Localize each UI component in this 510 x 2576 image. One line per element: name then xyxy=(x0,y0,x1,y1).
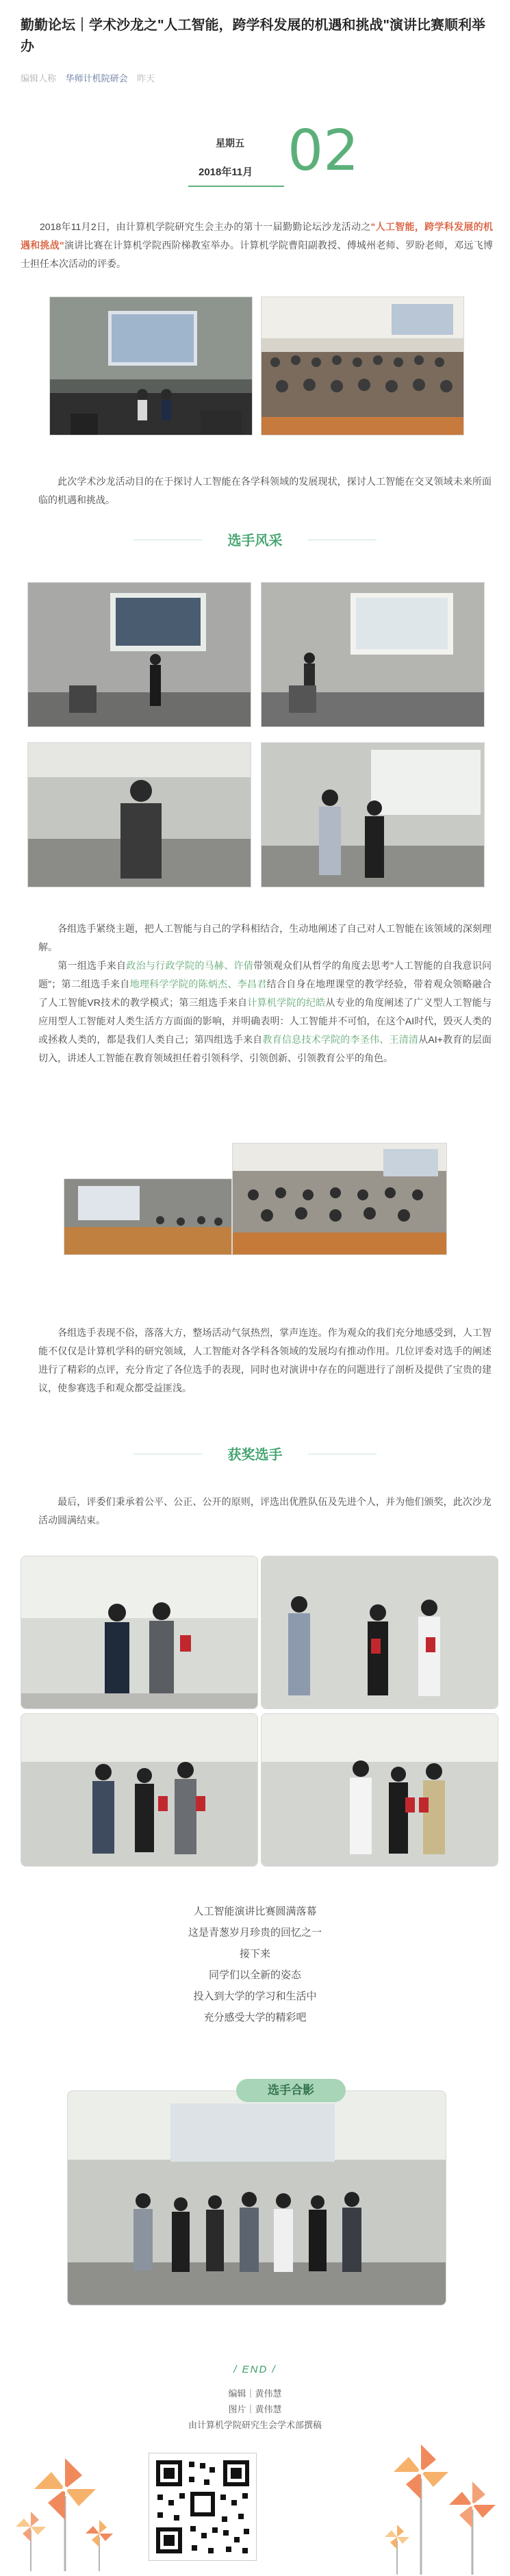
verse-line-3: 接下来 xyxy=(239,1948,270,1960)
groups-text-b: 带领观众们从哲学的角度去思考"人工智能的自我意识问题"；第二组选手来自 xyxy=(38,960,492,989)
winners-text: 最后，评委们秉承着公平、公正、公开的原则，评选出优胜队伍及先进个人，并为他们颁奖，此次沙龙活动圆满结束。 xyxy=(38,1496,492,1526)
contestant-photo-3[interactable] xyxy=(27,742,251,887)
contestants-intro-text: 各组选手紧绕主题，把人工智能与自己的学科相结合，生动地阐述了自己对人工智能在该领域的深刻理解。 xyxy=(38,923,492,952)
article-meta xyxy=(21,71,155,84)
pinwheel-left-icon xyxy=(14,2434,116,2571)
groups-text-a: 第一组选手来自 xyxy=(58,960,127,971)
credit-writer: 由计算机学院研究生会学术部撰稿 xyxy=(188,2420,322,2430)
section-title-winners: 获奖选手 xyxy=(227,1448,283,1463)
group2-names: 地理科学学院的陈炳杰、李昌君 xyxy=(129,978,267,989)
end-mark: / END / xyxy=(233,2364,277,2375)
winners-paragraph xyxy=(38,1493,492,1530)
verse-line-1: 人工智能演讲比赛圆满落幕 xyxy=(193,1906,317,1917)
verse-line-6: 充分感受大学的精彩吧 xyxy=(203,2012,307,2023)
credit-editor: 编辑｜黄伟慧 xyxy=(228,2388,282,2399)
winners-photo-2[interactable] xyxy=(261,1556,498,1709)
credit-photos: 图片｜黄伟慧 xyxy=(228,2404,282,2414)
contestant-photo-1[interactable] xyxy=(27,582,251,727)
intro-text-a: 2018年11月2日，由计算机学院研究生会主办的第十一届勤勤论坛沙龙活动之 xyxy=(40,221,371,232)
intro-purpose-paragraph xyxy=(38,472,492,509)
group-photo[interactable] xyxy=(67,2091,446,2306)
publish-time: 昨天 xyxy=(137,73,155,84)
account-name-link[interactable]: 华师计机院研会 xyxy=(65,73,128,84)
event-photo-audience[interactable] xyxy=(261,296,464,435)
verse-line-5: 投入到大学的学习和生活中 xyxy=(193,1991,317,2002)
groups-text-c: 结合自身在地理课堂的教学经验，带着观众领略融合了人工智能VR技术的教学模式；第三组选手来自 xyxy=(38,978,492,1008)
verse-line-2: 这是青葱岁月珍贵的回忆之一 xyxy=(188,1927,322,1939)
evaluation-paragraph xyxy=(38,1324,492,1398)
date-year-month: 2018年11月 xyxy=(199,166,253,178)
group1-names: 政治与行政学院的马赫、许倩 xyxy=(126,960,254,971)
verse-line-4: 同学们以全新的姿态 xyxy=(208,1969,301,1981)
event-photo-stage[interactable] xyxy=(49,296,253,435)
original-tag: 编辑人称 xyxy=(21,73,57,84)
groups-text-e: 从AI+教育的层面切入，讲述人工智能在教育领域担任着引领科学、引领创新、引领教育公平的角色。 xyxy=(38,1034,492,1063)
closing-verse xyxy=(0,1901,510,2028)
winners-photo-4[interactable] xyxy=(261,1713,498,1867)
intro-purpose-text: 此次学术沙龙活动目的在于探讨人工智能在各学科领域的发展现状，探讨人工智能在交叉领域未来所面临的机遇和挑战。 xyxy=(38,476,492,505)
group-photo-label: 选手合影 xyxy=(268,2084,314,2097)
article-title: 勤勤论坛｜学术沙龙之"人工智能，跨学科发展的机遇和挑战"演讲比赛顺利举办 xyxy=(21,18,485,54)
collage-photo-left[interactable] xyxy=(64,1178,232,1255)
contestants-intro-paragraph xyxy=(38,920,492,957)
intro-highlight: "人工智能，跨学科发展的机遇和挑战" xyxy=(21,221,493,251)
qr-code[interactable] xyxy=(149,2453,257,2561)
group3-names: 计算机学院的纪皓 xyxy=(247,997,326,1008)
pinwheel-right-icon xyxy=(383,2424,500,2575)
date-divider xyxy=(188,186,284,187)
contestant-photo-2[interactable] xyxy=(261,582,485,727)
contestants-groups-paragraph xyxy=(38,957,492,1068)
winners-photo-1[interactable] xyxy=(21,1556,258,1709)
groups-text-d: 从专业的角度阐述了广义型人工智能与应用型人工智能对人类生活方方面面的影响，并明确表明：人工智能并不可怕，在这个AI时代，毁灭人类的或拯救人类的，都是我们人类自己；第四组选手来自 xyxy=(38,997,492,1045)
date-weekday: 星期五 xyxy=(216,138,244,149)
section-title-contestants: 选手风采 xyxy=(227,533,283,548)
evaluation-text: 各组选手表现不俗，落落大方，整场活动气氛热烈，掌声连连。作为观众的我们充分地感受到，人工智能不仅仅是计算机学科的研究领域，人工智能对各学科各领域的发展均有推动作用。几位评委对选手的阐述进行了精彩的点评，充分肯定了各位选手的表现，同时也对演讲中存在的问题进行了剖析及提供了宝贵的建议，使参赛选手和观众都受益匪浅。 xyxy=(38,1327,492,1393)
intro-text-b: 演讲比赛在计算机学院西阶梯教室举办。计算机学院曹阳副教授、傅城州老师、罗盼老师，邓远飞博士担任本次活动的评委。 xyxy=(21,240,494,269)
winners-photo-3[interactable] xyxy=(21,1713,258,1867)
group4-names: 教育信息技术学院的李圣伟、王清清 xyxy=(262,1034,419,1045)
intro-paragraph xyxy=(21,218,493,273)
collage-photo-right[interactable] xyxy=(232,1143,447,1255)
contestant-photo-4[interactable] xyxy=(261,742,485,887)
date-day-number: 02 xyxy=(288,118,359,184)
